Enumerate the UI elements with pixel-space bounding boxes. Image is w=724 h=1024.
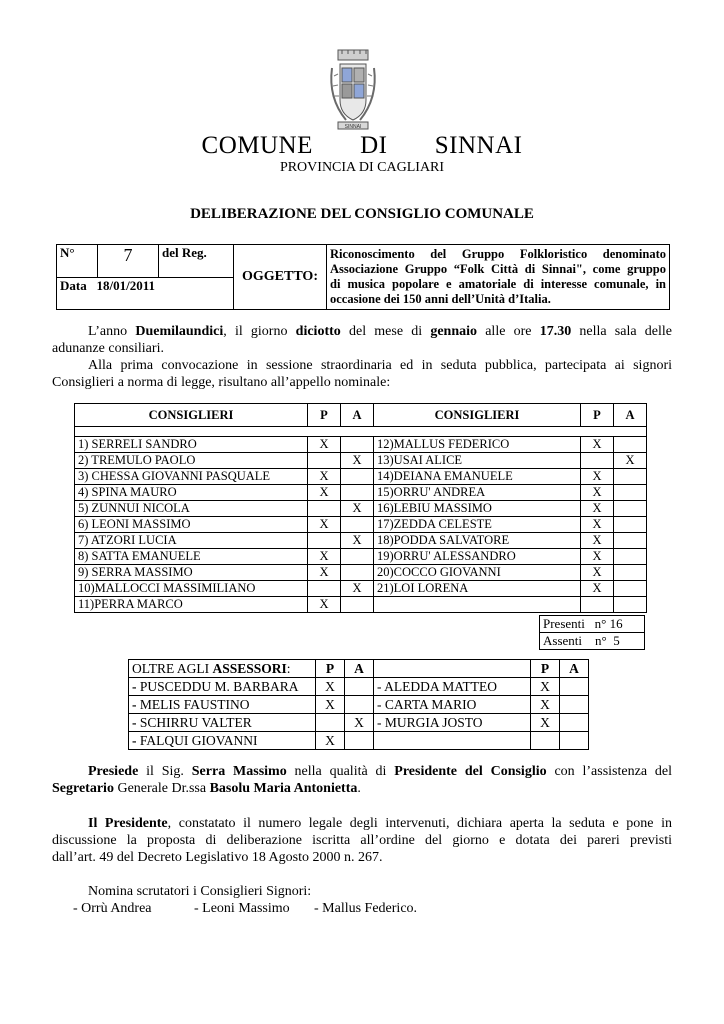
assente-mark xyxy=(560,696,589,714)
assessore-name xyxy=(129,678,316,696)
assente-mark xyxy=(341,517,374,533)
col-header: A xyxy=(560,660,589,678)
presente-mark xyxy=(308,453,341,469)
assessore-name: - MURGIA JOSTO xyxy=(374,714,531,732)
consigliere-name: 9) SERRA MASSIMO xyxy=(75,565,308,581)
scrutatore-name: - Orrù Andrea xyxy=(73,901,152,916)
assente-mark xyxy=(560,714,589,732)
text: : xyxy=(286,661,291,676)
consigliere-name: 6) LEONI MASSIMO xyxy=(75,517,308,533)
assessore-name xyxy=(374,732,531,750)
oggetto-text xyxy=(327,245,670,310)
presente-mark: X xyxy=(581,533,614,549)
table-row xyxy=(75,533,647,549)
assente-mark xyxy=(614,581,647,597)
table-row xyxy=(75,597,647,613)
assessori-header xyxy=(129,660,316,678)
numero-value: 7 xyxy=(98,245,159,278)
presente-mark: X xyxy=(581,517,614,533)
consigliere-name: 1) SERRELI SANDRO xyxy=(75,437,308,453)
presente-mark: X xyxy=(581,565,614,581)
table-row xyxy=(75,453,647,469)
assente-mark xyxy=(614,533,647,549)
text: Alla prima convocazione in sessione straordinaria ed in seduta pubblica, partecipata ai signori xyxy=(88,358,672,373)
col-header xyxy=(374,660,531,678)
presente-mark: X xyxy=(581,485,614,501)
assente-mark: X xyxy=(345,714,374,732)
text: OLTRE AGLI xyxy=(132,661,213,676)
presente-mark: X xyxy=(531,714,560,732)
presente-mark: X xyxy=(531,696,560,714)
consigliere-name: 13)USAI ALICE xyxy=(374,453,581,469)
del-reg-label: del Reg. xyxy=(159,245,234,278)
table-row xyxy=(75,437,647,453)
assente-mark xyxy=(614,565,647,581)
assente-mark xyxy=(614,469,647,485)
oggetto-line: di musica popolare e amatoriale di interesse comunale, in xyxy=(330,277,666,291)
presente-mark: X xyxy=(316,732,345,750)
col-header: A xyxy=(341,404,374,427)
presente-mark xyxy=(581,597,614,613)
consigliere-name: 11)PERRA MARCO xyxy=(75,597,308,613)
text: , constatato il numero legale degli intervenuti, dichiara aperta la seduta e pone in xyxy=(167,816,672,831)
numero-label: N° xyxy=(57,245,98,278)
oggetto-line: occasione dei 150 anni dell’Unità d’Italia. xyxy=(330,292,551,306)
col-header: CONSIGLIERI xyxy=(374,404,581,427)
assente-mark xyxy=(341,565,374,581)
assessore-name: - CARTA MARIO xyxy=(374,696,531,714)
table-row xyxy=(75,565,647,581)
text: con l’assistenza del xyxy=(546,764,672,779)
assente-mark xyxy=(614,597,647,613)
consigliere-name: 18)PODDA SALVATORE xyxy=(374,533,581,549)
presente-mark: X xyxy=(581,501,614,517)
text: il Sig. xyxy=(138,764,192,779)
col-header: P xyxy=(316,660,345,678)
col-header: CONSIGLIERI xyxy=(75,404,308,427)
table-row xyxy=(129,714,589,732)
presente-mark: X xyxy=(308,517,341,533)
text: Presidente del Consiglio xyxy=(394,764,547,779)
text: nella sala delle xyxy=(571,324,672,339)
assente-mark xyxy=(345,678,374,696)
col-header: P xyxy=(308,404,341,427)
presente-mark: X xyxy=(308,597,341,613)
assente-mark xyxy=(614,549,647,565)
data-value: 18/01/2011 xyxy=(96,277,155,293)
presente-mark xyxy=(581,453,614,469)
assessore-name xyxy=(129,732,316,750)
assente-mark xyxy=(341,549,374,565)
text: FALQUI GIOVANNI xyxy=(136,733,258,748)
table-row xyxy=(129,696,589,714)
consigliere-name: 4) SPINA MAURO xyxy=(75,485,308,501)
presiede-paragraph xyxy=(52,763,672,797)
registro-table xyxy=(56,244,670,310)
assente-mark xyxy=(560,732,589,750)
assente-mark xyxy=(341,597,374,613)
presenti-count: Presenti n° 16 xyxy=(540,616,645,633)
assessori-table xyxy=(128,659,589,750)
col-header: A xyxy=(345,660,374,678)
dash: - xyxy=(132,733,137,748)
month: gennaio xyxy=(430,324,478,339)
consigliere-name: 12)MALLUS FEDERICO xyxy=(374,437,581,453)
text: Generale Dr.ssa xyxy=(113,781,210,796)
assenti-count: Assenti n° 5 xyxy=(540,633,645,650)
time: 17.30 xyxy=(539,324,572,339)
consigliere-name: 16)LEBIU MASSIMO xyxy=(374,501,581,517)
text: L’anno xyxy=(88,324,136,339)
day: diciotto xyxy=(295,324,341,339)
text: Serra Massimo xyxy=(191,764,287,779)
table-row xyxy=(75,581,647,597)
consigliere-name: 2) TREMULO PAOLO xyxy=(75,453,308,469)
consigliere-name: 8) SATTA EMANUELE xyxy=(75,549,308,565)
provincia-label: PROVINCIA DI CAGLIARI xyxy=(279,160,445,175)
table-row xyxy=(75,517,647,533)
consigliere-name: 20)COCCO GIOVANNI xyxy=(374,565,581,581)
consigliere-name: 14)DEIANA EMANUELE xyxy=(374,469,581,485)
assente-mark xyxy=(341,437,374,453)
table-row xyxy=(129,732,589,750)
consigliere-name xyxy=(374,597,581,613)
col-header: P xyxy=(581,404,614,427)
assente-mark xyxy=(345,732,374,750)
oggetto-line: Associazione Gruppo “Folk Città di Sinnai", come gruppo xyxy=(330,262,666,276)
assessore-name xyxy=(129,714,316,732)
table-row xyxy=(75,485,647,501)
assente-mark xyxy=(341,469,374,485)
municipal-crest-icon xyxy=(326,48,380,132)
table-row xyxy=(129,678,589,696)
presente-mark: X xyxy=(581,581,614,597)
presente-mark xyxy=(308,501,341,517)
presente-mark xyxy=(308,581,341,597)
text: Il Presidente xyxy=(88,816,168,831)
text: SCHIRRU VALTER xyxy=(136,715,252,730)
assente-mark xyxy=(345,696,374,714)
assente-mark: X xyxy=(341,533,374,549)
text: Basolu Maria Antonietta xyxy=(209,781,358,796)
assente-mark xyxy=(560,678,589,696)
totali-table xyxy=(539,615,645,650)
table-row xyxy=(75,501,647,517)
text: Presiede xyxy=(88,764,139,779)
assente-mark xyxy=(614,501,647,517)
assente-mark xyxy=(614,437,647,453)
text: . xyxy=(357,781,361,796)
presente-mark xyxy=(308,533,341,549)
consigliere-name: 10)MALLOCCI MASSIMILIANO xyxy=(75,581,308,597)
consigliere-name: 21)LOI LORENA xyxy=(374,581,581,597)
page-title: COMUNE DI SINNAI xyxy=(201,132,523,159)
assente-mark xyxy=(614,517,647,533)
assente-mark xyxy=(614,485,647,501)
presente-mark: X xyxy=(308,437,341,453)
presidente-paragraph xyxy=(52,815,672,866)
text: PUSCEDDU M. BARBARA xyxy=(136,679,299,694)
assente-mark xyxy=(341,485,374,501)
dash: - xyxy=(132,715,137,730)
text: Segretario xyxy=(52,781,114,796)
presente-mark: X xyxy=(581,549,614,565)
consigliere-name: 17)ZEDDA CELESTE xyxy=(374,517,581,533)
text: MELIS FAUSTINO xyxy=(136,697,250,712)
presente-mark xyxy=(531,732,560,750)
consigliere-name: 7) ATZORI LUCIA xyxy=(75,533,308,549)
svg-text:SINNAI: SINNAI xyxy=(344,124,362,130)
presente-mark: X xyxy=(308,565,341,581)
presente-mark: X xyxy=(308,485,341,501)
scrutatori-label: Nomina scrutatori i Consiglieri Signori: xyxy=(88,884,312,899)
presente-mark: X xyxy=(316,696,345,714)
oggetto-line: Riconoscimento del Gruppo Folkloristico denominato xyxy=(330,247,666,261)
consiglieri-table xyxy=(74,403,647,613)
assente-mark: X xyxy=(341,501,374,517)
deliberazione-heading: DELIBERAZIONE DEL CONSIGLIO COMUNALE xyxy=(190,206,534,222)
spacer xyxy=(75,427,647,437)
assente-mark: X xyxy=(341,453,374,469)
text: Consiglieri a norma di legge, risultano all’appello nominale: xyxy=(52,375,391,390)
text: discussione la proposta di deliberazione iscritta all’ordine del giorno e dotata dei pareri previsti xyxy=(52,833,672,848)
consigliere-name: 15)ORRU' ANDREA xyxy=(374,485,581,501)
table-row xyxy=(75,549,647,565)
year: Duemilaundici xyxy=(135,324,224,339)
scrutatore-name: - Leoni Massimo xyxy=(194,901,290,916)
assessore-name: - ALEDDA MATTEO xyxy=(374,678,531,696)
presente-mark: X xyxy=(308,549,341,565)
data-label: Data xyxy=(60,277,87,293)
text: del mese di xyxy=(340,324,431,339)
presente-mark: X xyxy=(316,678,345,696)
assente-mark: X xyxy=(341,581,374,597)
assessore-name xyxy=(129,696,316,714)
col-header: P xyxy=(531,660,560,678)
intro-paragraph xyxy=(52,323,672,391)
presente-mark: X xyxy=(531,678,560,696)
text: alle ore xyxy=(477,324,540,339)
text: adunanze consiliari. xyxy=(52,341,164,356)
consigliere-name: 19)ORRU' ALESSANDRO xyxy=(374,549,581,565)
text: , il giorno xyxy=(223,324,296,339)
consigliere-name: 3) CHESSA GIOVANNI PASQUALE xyxy=(75,469,308,485)
data-cell xyxy=(57,277,234,310)
consigliere-name: 5) ZUNNUI NICOLA xyxy=(75,501,308,517)
text: nella qualità di xyxy=(286,764,395,779)
presente-mark: X xyxy=(581,437,614,453)
text: dall’art. 49 del Decreto Legislativo 18 Agosto 2000 n. 267. xyxy=(52,850,383,865)
presente-mark: X xyxy=(581,469,614,485)
presente-mark xyxy=(316,714,345,732)
dash: - xyxy=(132,679,137,694)
table-row xyxy=(75,469,647,485)
presente-mark: X xyxy=(308,469,341,485)
oggetto-label: OGGETTO: xyxy=(234,245,327,310)
text: ASSESSORI xyxy=(212,661,287,676)
assente-mark: X xyxy=(614,453,647,469)
scrutatore-name: - Mallus Federico. xyxy=(314,901,418,916)
col-header: A xyxy=(614,404,647,427)
dash: - xyxy=(132,697,137,712)
